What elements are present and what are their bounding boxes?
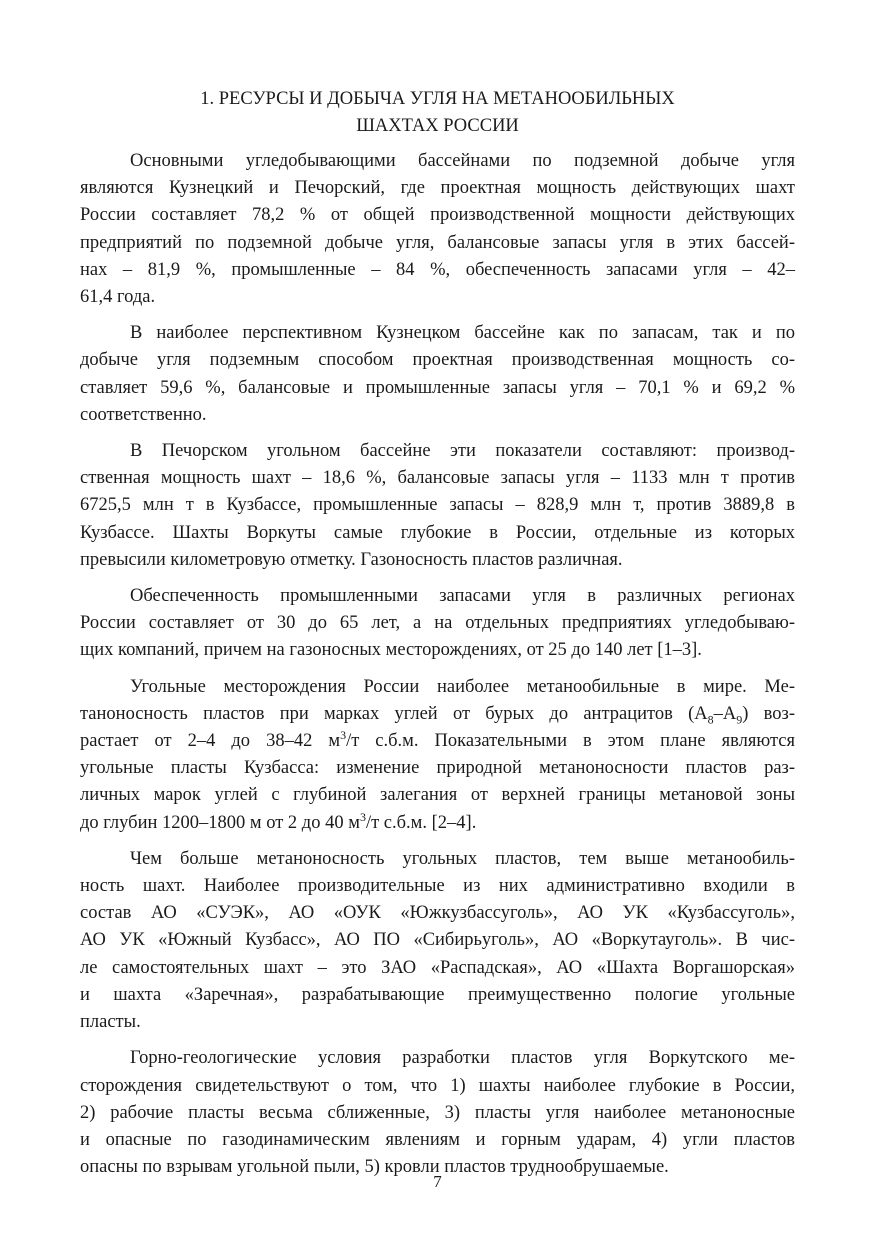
paragraph-3 bbox=[80, 438, 795, 574]
text-line: России составляет от 30 до 65 лет, а на отдельных предприятиях угледобываю- bbox=[80, 613, 795, 634]
text-line: превысили километровую отметку. Газоносность пластов различная. bbox=[80, 549, 623, 570]
text-line: 61,4 года. bbox=[80, 287, 156, 308]
text-line bbox=[80, 810, 795, 837]
text-line: Чем больше метаноносность угольных пластов, тем выше метанообиль- bbox=[130, 848, 795, 869]
text-line: добыче угля подземным способом проектная производственная мощность со- bbox=[80, 350, 795, 371]
text-line: угольные пласты Кузбасса: изменение природной метаноносности пластов раз- bbox=[80, 758, 795, 779]
text-line: ственная мощность шахт – 18,6 %, балансовые запасы угля – 1133 млн т против bbox=[80, 468, 795, 489]
chapter-heading bbox=[80, 86, 795, 140]
subscript-8: 8 bbox=[707, 712, 714, 727]
body-text bbox=[80, 148, 795, 1181]
text-line: предприятий по подземной добыче угля, балансовые запасы угля в этих бассей- bbox=[80, 232, 795, 253]
text-fragment: растает от 2–4 до 38–42 м bbox=[80, 731, 341, 752]
text-line: и шахта «Заречная», разрабатывающие преимущественно пологие угольные bbox=[80, 984, 795, 1005]
text-line: Угольные месторождения России наиболее метанообильные в мире. Ме- bbox=[130, 676, 795, 697]
text-fragment: таноносность пластов при марках углей от бурых до антрацитов (A bbox=[80, 703, 708, 724]
text-line: и опасные по газодинамическим явлениям и горным ударам, 4) угли пластов bbox=[80, 1129, 795, 1150]
text-line: 2) рабочие пласты весьма сближенные, 3) пласты угля наиболее метаноносные bbox=[80, 1102, 795, 1123]
text-fragment: до глубин 1200–1800 м от 2 до 40 м bbox=[80, 812, 360, 833]
text-line: Основными угледобывающими бассейнами по подземной добыче угля bbox=[130, 151, 795, 171]
text-line: 6725,5 млн т в Кузбассе, промышленные запасы – 828,9 млн т, против 3889,8 в bbox=[80, 495, 795, 516]
text-line: ставляет 59,6 %, балансовые и промышленные запасы угля – 70,1 % и 69,2 % bbox=[80, 377, 795, 398]
superscript-3: 3 bbox=[340, 727, 347, 742]
page-number: 7 bbox=[433, 1172, 442, 1191]
paragraph-1 bbox=[80, 148, 795, 311]
superscript-3: 3 bbox=[359, 809, 366, 824]
text-line: пласты. bbox=[80, 1012, 141, 1033]
text-line: сторождения свидетельствуют о том, что 1) шахты наиболее глубокие в России, bbox=[80, 1075, 795, 1096]
text-line bbox=[80, 701, 795, 728]
text-line: ле самостоятельных шахт – это ЗАО «Распадская», АО «Шахта Воргашорская» bbox=[80, 957, 795, 978]
text-fragment: /т с.б.м. [2–4]. bbox=[365, 812, 477, 833]
text-fragment: ) воз- bbox=[742, 703, 795, 724]
text-line: АО УК «Южный Кузбасс», АО ПО «Сибирьуголь», АО «Воркутауголь». В чис- bbox=[80, 930, 795, 951]
text-line: являются Кузнецкий и Печорский, где проектная мощность действующих шахт bbox=[80, 178, 795, 199]
text-fragment: –A bbox=[713, 703, 737, 724]
text-line: опасны по взрывам угольной пыли, 5) кровли пластов труднообрушаемые. bbox=[80, 1157, 669, 1178]
text-line: В Печорском угольном бассейне эти показатели составляют: производ- bbox=[130, 441, 795, 462]
text-line: личных марок углей с глубиной залегания от верхней границы метановой зоны bbox=[80, 785, 795, 806]
text-line: щих компаний, причем на газоносных месторождениях, от 25 до 140 лет [1–3]. bbox=[80, 640, 702, 661]
text-line: состав АО «СУЭК», АО «ОУК «Южкузбассуголь», АО УК «Кузбассуголь», bbox=[80, 903, 795, 924]
chapter-heading-line-2: ШАХТАХ РОССИИ bbox=[356, 116, 519, 136]
text-line: Кузбассе. Шахты Воркуты самые глубокие в России, отдельные из которых bbox=[80, 522, 795, 543]
text-fragment: /т с.б.м. Показательными в этом плане являются bbox=[346, 731, 796, 752]
text-line: В наиболее перспективном Кузнецком бассейне как по запасам, так и по bbox=[130, 323, 795, 344]
paragraph-6 bbox=[80, 846, 795, 1036]
text-line: Обеспеченность промышленными запасами угля в различных регионах bbox=[130, 586, 795, 607]
subscript-9: 9 bbox=[736, 712, 743, 727]
text-line: нах – 81,9 %, промышленные – 84 %, обеспеченность запасами угля – 42– bbox=[80, 259, 795, 280]
paragraph-7 bbox=[80, 1045, 795, 1181]
text-line: Горно-геологические условия разработки пластов угля Воркутского ме- bbox=[130, 1048, 795, 1069]
text-line bbox=[80, 728, 795, 755]
paragraph-4 bbox=[80, 583, 795, 665]
text-line: соответственно. bbox=[80, 404, 207, 425]
text-line: России составляет 78,2 % от общей производственной мощности действующих bbox=[80, 205, 795, 226]
paragraph-2 bbox=[80, 320, 795, 429]
chapter-heading-line-1: 1. РЕСУРСЫ И ДОБЫЧА УГЛЯ НА МЕТАНООБИЛЬНЫХ bbox=[200, 89, 675, 109]
paragraph-5 bbox=[80, 674, 795, 837]
text-line: ность шахт. Наиболее производительные из них административно входили в bbox=[80, 876, 795, 897]
